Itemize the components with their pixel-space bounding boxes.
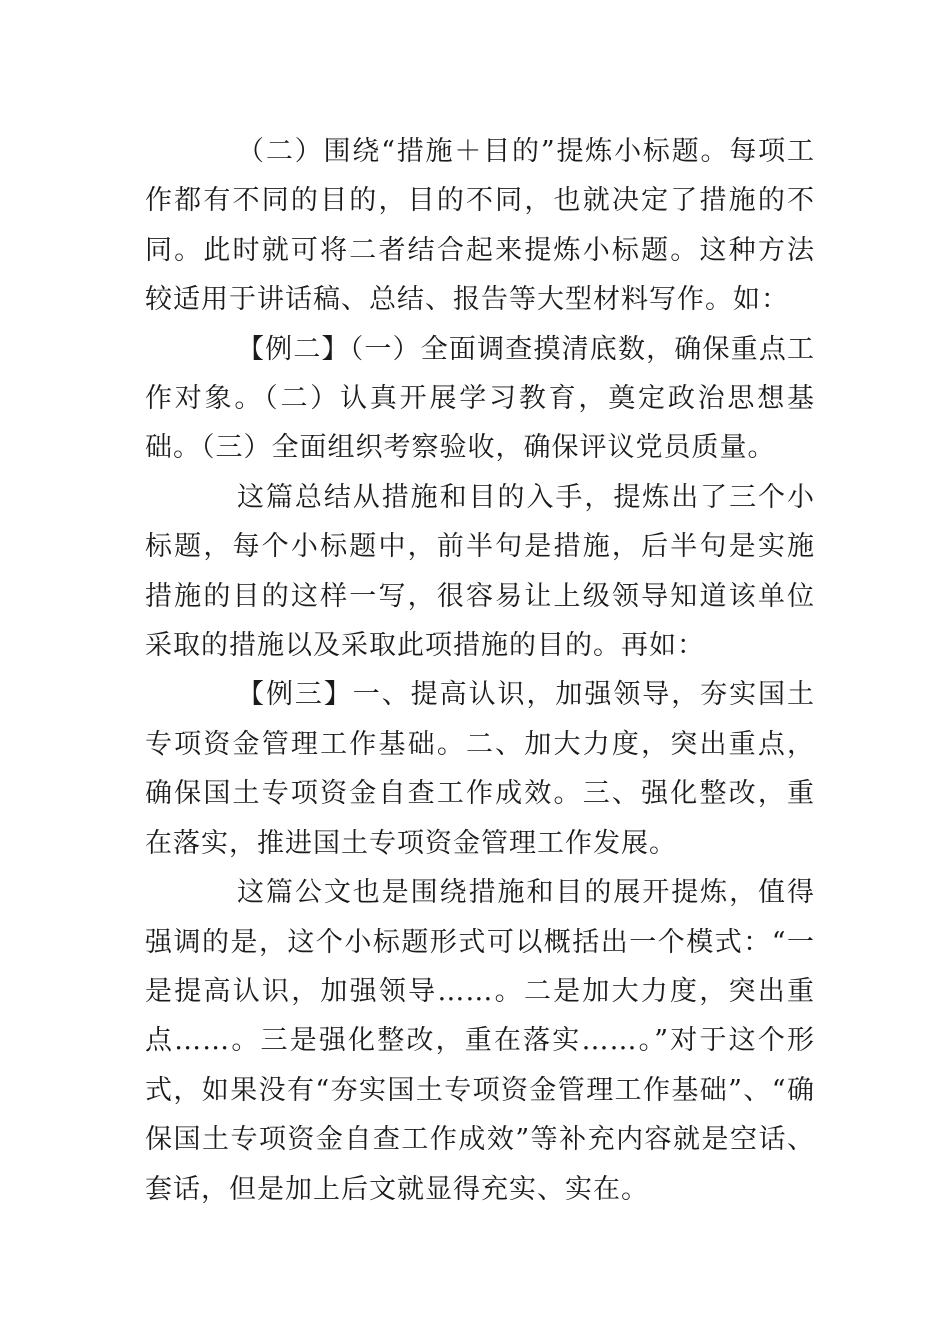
- paragraph-measure-plus-purpose: （二）围绕“措施＋目的”提炼小标题。每项工作都有不同的目的，目的不同，也就决定了措施的不同。此时就可将二者结合起来提炼小标题。这种方法较适用于讲话稿、总结、报告等大型材料写作。如：: [145, 136, 815, 316]
- document-body: [145, 127, 815, 1214]
- paragraph-pattern-analysis: 这篇公文也是围绕措施和目的展开提炼，值得强调的是，这个小标题形式可以概括出一个模式：“一是提高认识，加强领导……。二是加大力度，突出重点……。三是强化整改，重在落实……。”对于这个形式，如果没有“夯实国土专项资金管理工作基础”、“确保国土专项资金自查工作成效”等补充内容就是空话、套话，但是加上后文就显得充实、实在。: [145, 877, 815, 1205]
- paragraph-example-two: 【例二】（一）全面调查摸清底数，确保重点工作对象。（二）认真开展学习教育，奠定政治思想基础。（三）全面组织考察验收，确保评议党员质量。: [145, 333, 815, 464]
- paragraph-summary-analysis: 这篇总结从措施和目的入手，提炼出了三个小标题，每个小标题中，前半句是措施，后半句是实施措施的目的这样一写，很容易让上级领导知道该单位采取的措施以及采取此项措施的目的。再如：: [145, 481, 815, 662]
- paragraph-example-three: 【例三】一、提高认识，加强领导，夯实国土专项资金管理工作基础。二、加大力度，突出重点，确保国土专项资金自查工作成效。三、强化整改，重在落实，推进国土专项资金管理工作发展。: [145, 679, 815, 859]
